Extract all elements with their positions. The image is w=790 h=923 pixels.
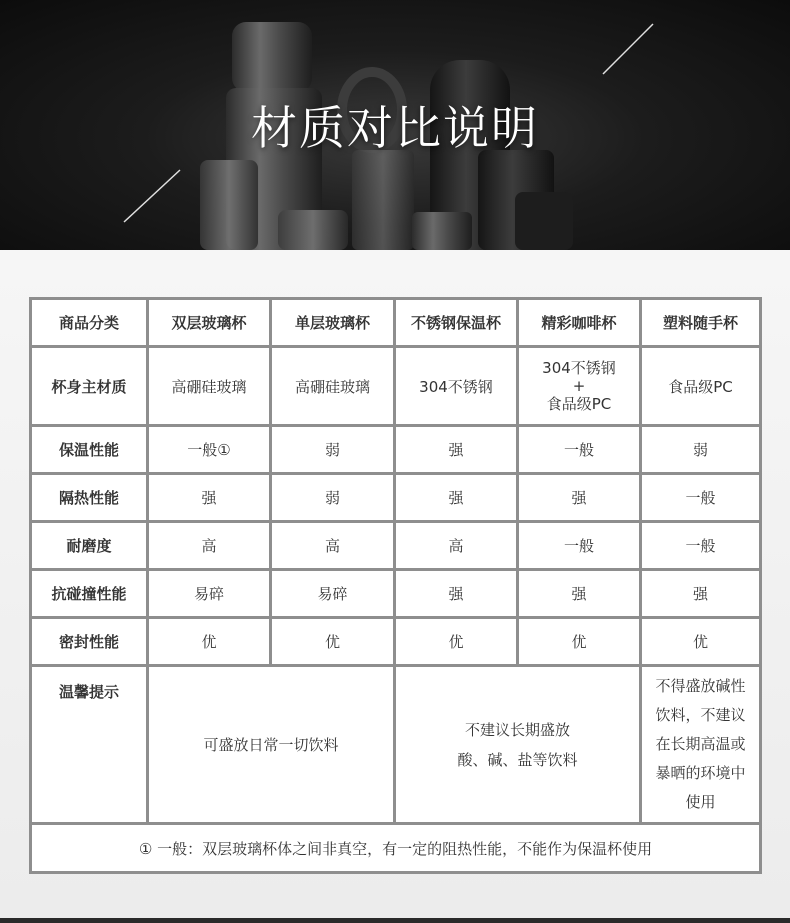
page-title: 材质对比说明 bbox=[251, 101, 539, 155]
row-label: 保温性能 bbox=[31, 426, 148, 474]
table-cell: 高 bbox=[148, 522, 271, 570]
table-cell: 食品级PC bbox=[641, 347, 761, 426]
row-label: 温馨提示 bbox=[31, 666, 148, 824]
header-plastic-cup: 塑料随手杯 bbox=[641, 299, 761, 347]
table-cell: 强 bbox=[395, 570, 518, 618]
tip-line: 在长期高温或 bbox=[655, 735, 746, 753]
table-cell: 易碎 bbox=[148, 570, 271, 618]
tip-line: 使用 bbox=[685, 793, 716, 811]
header-coffee-cup: 精彩咖啡杯 bbox=[518, 299, 641, 347]
table-cell: 高硼硅玻璃 bbox=[271, 347, 395, 426]
table-cell: 弱 bbox=[641, 426, 761, 474]
bottom-decoration bbox=[0, 918, 790, 923]
table-row-tips bbox=[31, 666, 761, 824]
table-cell: 强 bbox=[395, 474, 518, 522]
table-cell: 强 bbox=[641, 570, 761, 618]
cell-line: 食品级PC bbox=[546, 395, 612, 413]
table-row bbox=[31, 522, 761, 570]
table-cell: 优 bbox=[271, 618, 395, 666]
table-row bbox=[31, 570, 761, 618]
header-category: 商品分类 bbox=[31, 299, 148, 347]
row-label: 隔热性能 bbox=[31, 474, 148, 522]
table-row-material bbox=[31, 347, 761, 426]
table-row-footnote bbox=[31, 824, 761, 873]
table-cell: 弱 bbox=[271, 426, 395, 474]
material-comparison-table bbox=[29, 297, 762, 874]
table-header-row bbox=[31, 299, 761, 347]
tip-plastic bbox=[641, 666, 761, 824]
table-cell: 强 bbox=[518, 474, 641, 522]
footnote: ① 一般：双层玻璃杯体之间非真空，有一定的阻热性能，不能作为保温杯使用 bbox=[31, 824, 761, 873]
tip-line: 暴晒的环境中 bbox=[655, 764, 746, 782]
header-single-glass: 单层玻璃杯 bbox=[271, 299, 395, 347]
row-label: 抗碰撞性能 bbox=[31, 570, 148, 618]
table-cell: 优 bbox=[518, 618, 641, 666]
table-cell: 304不锈钢 bbox=[395, 347, 518, 426]
header-double-glass: 双层玻璃杯 bbox=[148, 299, 271, 347]
table-cell: 一般 bbox=[518, 426, 641, 474]
tip-glass: 可盛放日常一切饮料 bbox=[148, 666, 395, 824]
row-label: 杯身主材质 bbox=[31, 347, 148, 426]
table-cell: 弱 bbox=[271, 474, 395, 522]
tip-line: 酸、碱、盐等饮料 bbox=[457, 750, 578, 769]
table-cell: 优 bbox=[641, 618, 761, 666]
table-cell: 一般 bbox=[641, 474, 761, 522]
tip-line: 不得盛放碱性 bbox=[655, 677, 746, 695]
table-row bbox=[31, 474, 761, 522]
table-cell: 一般 bbox=[518, 522, 641, 570]
table-cell: 强 bbox=[148, 474, 271, 522]
row-label: 耐磨度 bbox=[31, 522, 148, 570]
table-cell: 易碎 bbox=[271, 570, 395, 618]
tip-steel-coffee bbox=[395, 666, 641, 824]
table-cell: 一般 bbox=[641, 522, 761, 570]
table-row bbox=[31, 426, 761, 474]
tip-line: 饮料，不建议 bbox=[655, 706, 746, 724]
tip-line: 不建议长期盛放 bbox=[464, 720, 570, 739]
table-cell-coffee-material bbox=[518, 347, 641, 426]
row-label: 密封性能 bbox=[31, 618, 148, 666]
banner bbox=[0, 0, 790, 250]
table-cell: 高 bbox=[395, 522, 518, 570]
header-steel-cup: 不锈钢保温杯 bbox=[395, 299, 518, 347]
cell-line: 304不锈钢 bbox=[542, 359, 616, 377]
table-cell: 高硼硅玻璃 bbox=[148, 347, 271, 426]
table-cell: 优 bbox=[148, 618, 271, 666]
cell-line: + bbox=[572, 377, 586, 395]
table-cell: 一般① bbox=[148, 426, 271, 474]
table-cell: 优 bbox=[395, 618, 518, 666]
table-row bbox=[31, 618, 761, 666]
table-cell: 高 bbox=[271, 522, 395, 570]
table-cell: 强 bbox=[518, 570, 641, 618]
table-cell: 强 bbox=[395, 426, 518, 474]
